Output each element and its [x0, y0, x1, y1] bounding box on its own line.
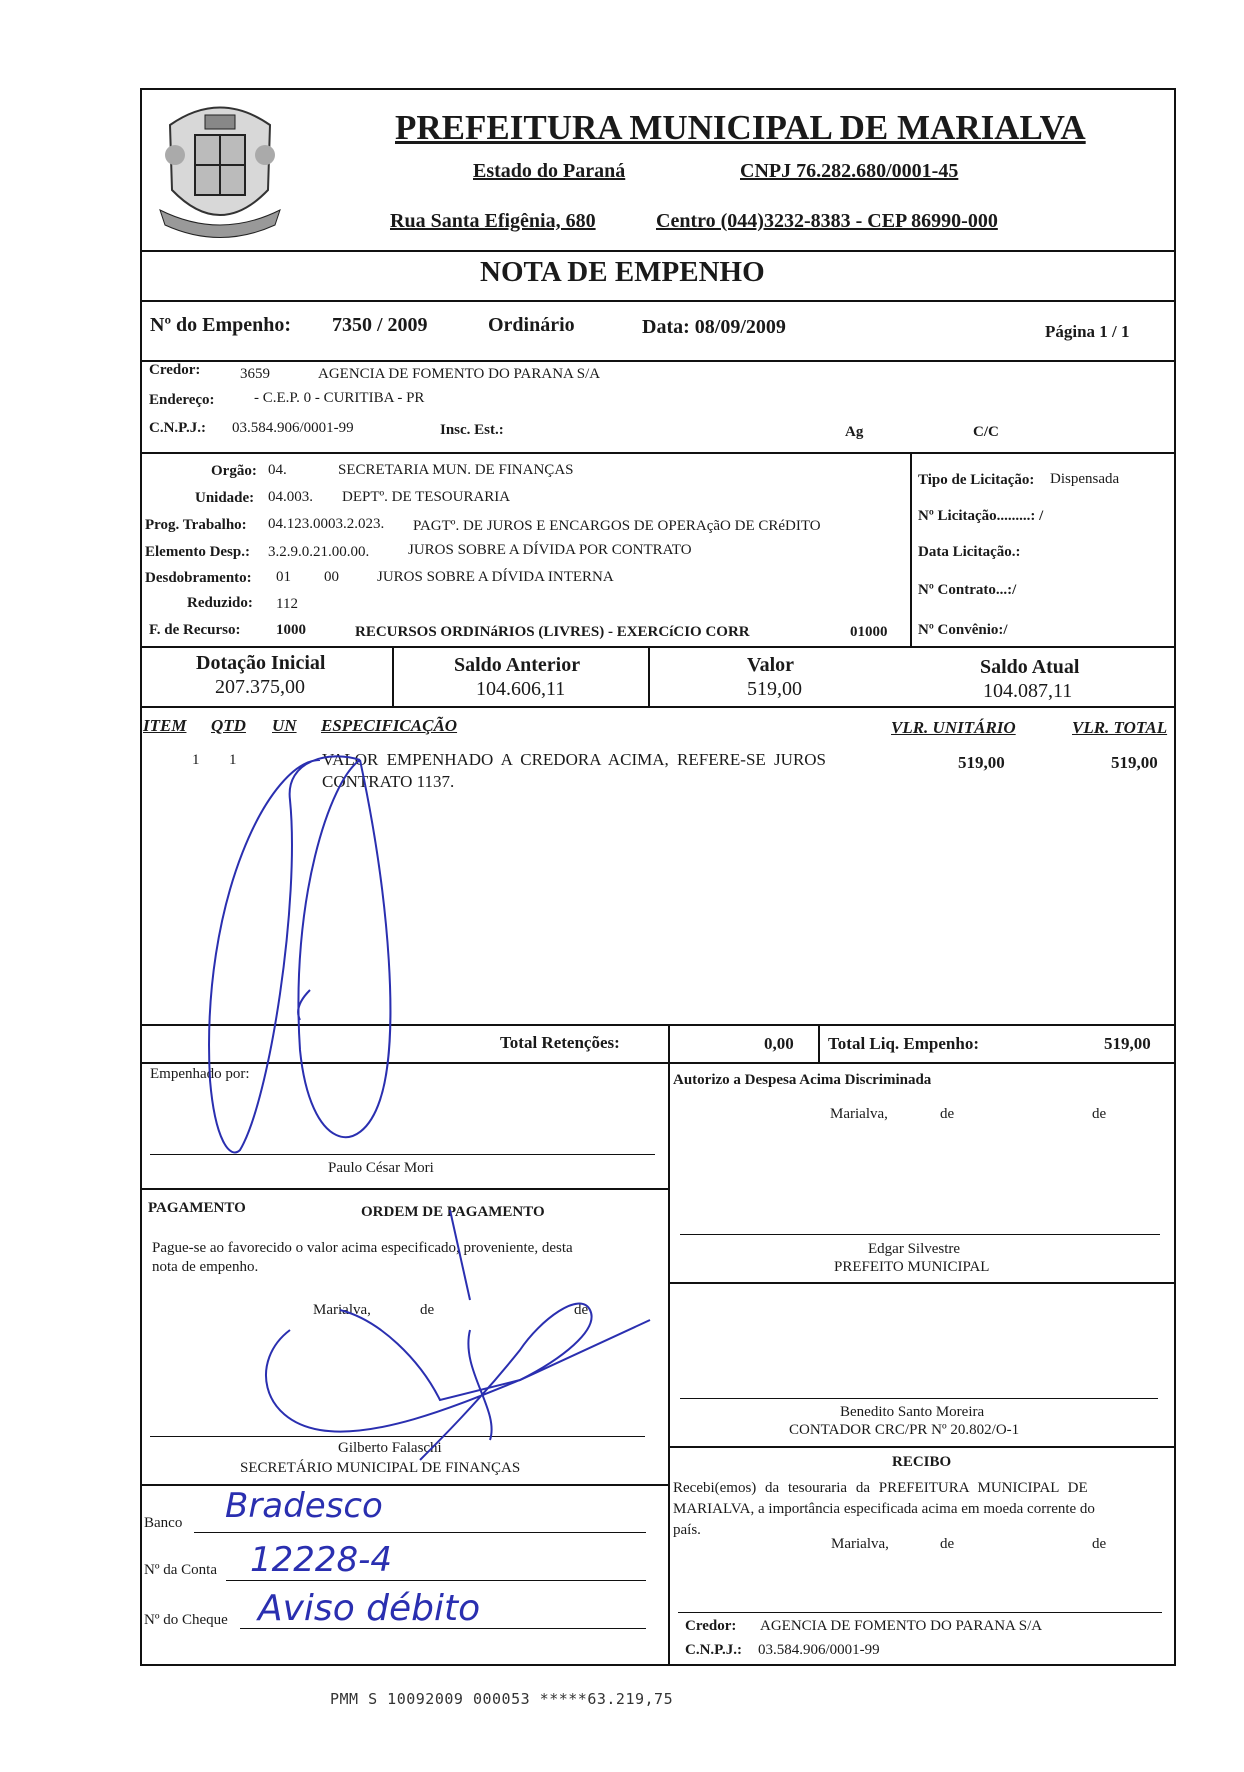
col-vlr-unitario: VLR. UNITÁRIO: [891, 718, 1016, 737]
header-address: Rua Santa Efigênia, 680: [390, 210, 596, 232]
autorizo-de2: de: [1092, 1106, 1107, 1122]
pagamento-role: SECRETÁRIO MUNICIPAL DE FINANÇAS: [240, 1460, 521, 1476]
doc-title: NOTA DE EMPENHO: [480, 256, 765, 288]
pagamento-text-2: nota de empenho.: [152, 1259, 259, 1275]
banco-value: Bradesco: [225, 1486, 383, 1526]
empenho-number: 7350 / 2009: [332, 314, 428, 336]
valor-label: Valor: [747, 654, 795, 676]
recibo-text-3: país.: [673, 1522, 701, 1538]
cheque-label: Nº do Cheque: [144, 1612, 228, 1628]
endereco-label: Endereço:: [149, 392, 215, 408]
saldo-atual-value: 104.087,11: [983, 680, 1073, 702]
row-item: 1: [192, 752, 200, 768]
autorizo-name: Edgar Silvestre: [868, 1241, 961, 1257]
saldo-anterior-label: Saldo Anterior: [454, 654, 581, 676]
header-state: Estado do Paraná: [473, 160, 626, 182]
contador-name: Benedito Santo Moreira: [840, 1404, 985, 1420]
valor-value: 519,00: [747, 678, 802, 700]
insc-label: Insc. Est.:: [440, 422, 504, 438]
retencoes-label: Total Retenções:: [500, 1033, 620, 1052]
orgao-value: SECRETARIA MUN. DE FINANÇAS: [338, 462, 574, 478]
recibo-cnpj-label: C.N.P.J.:: [685, 1642, 742, 1658]
orgao-label: Orgão:: [211, 463, 257, 479]
conta-label: Nº da Conta: [144, 1562, 217, 1578]
recibo-credor-label: Credor:: [685, 1618, 737, 1634]
row-description: VALOR EMPENHADO A CREDORA ACIMA, REFERE-SE JUROS: [322, 750, 827, 769]
unidade-value: DEPTº. DE TESOURARIA: [342, 489, 511, 505]
licitacao-tipo-label: Tipo de Licitação:: [918, 472, 1035, 488]
desdob-label: Desdobramento:: [145, 570, 252, 586]
pagamento-text: Pague-se ao favorecido o valor acima especificado, proveniente, desta: [152, 1240, 573, 1256]
licitacao-tipo: Dispensada: [1050, 471, 1120, 487]
dotacao-value: 207.375,00: [215, 676, 305, 698]
credor-code: 3659: [240, 366, 270, 382]
ordem-pagamento-label: ORDEM DE PAGAMENTO: [361, 1204, 545, 1220]
autorizo-label: Autorizo a Despesa Acima Discriminada: [673, 1072, 932, 1088]
credor-cnpj: 03.584.906/0001-99: [232, 420, 354, 436]
pagamento-city: Marialva,: [313, 1302, 371, 1318]
footer-stamp: PMM S 10092009 000053 *****63.219,75: [330, 1690, 674, 1708]
desdob-value: JUROS SOBRE A DÍVIDA INTERNA: [377, 569, 614, 585]
reduzido-value: 112: [276, 596, 298, 612]
credor-cnpj-label: C.N.P.J.:: [149, 420, 206, 436]
recurso-code: 1000: [276, 622, 306, 638]
recibo-cnpj: 03.584.906/0001-99: [758, 1642, 880, 1658]
page-title: PREFEITURA MUNICIPAL DE MARIALVA: [395, 108, 1086, 147]
recibo-text: Recebi(emos) da tesouraria da PREFEITURA MUNICIPAL DE: [673, 1480, 1088, 1496]
pagamento-name: Gilberto Falaschi: [338, 1440, 442, 1456]
elemento-label: Elemento Desp.:: [145, 544, 250, 560]
credor-name: AGENCIA DE FOMENTO DO PARANA S/A: [318, 366, 601, 382]
pagamento-label: PAGAMENTO: [148, 1200, 246, 1216]
autorizo-city: Marialva,: [830, 1106, 888, 1122]
empenhado-label: Empenhado por:: [150, 1066, 250, 1082]
recurso-sub: 01000: [850, 624, 888, 640]
contador-role: CONTADOR CRC/PR Nº 20.802/O-1: [789, 1422, 1020, 1438]
elemento-value: JUROS SOBRE A DÍVIDA POR CONTRATO: [408, 542, 692, 558]
orgao-code: 04.: [268, 462, 287, 478]
retencoes-value: 0,00: [764, 1034, 794, 1053]
recurso-label: F. de Recurso:: [149, 622, 241, 638]
header-cnpj: CNPJ 76.282.680/0001-45: [740, 160, 959, 182]
elemento-code: 3.2.9.0.21.00.00.: [268, 544, 370, 560]
row-qtd: 1: [229, 752, 237, 768]
saldo-atual-label: Saldo Atual: [980, 656, 1080, 678]
recurso-value: RECURSOS ORDINáRIOS (LIVRES) - EXERCíCIO CORR: [355, 624, 750, 640]
cheque-value: Aviso débito: [258, 1588, 481, 1629]
licitacao-numero: Nº Licitação.........: /: [918, 508, 1044, 524]
liquido-value: 519,00: [1104, 1034, 1151, 1053]
recibo-de1: de: [940, 1536, 955, 1552]
cc-label: C/C: [973, 424, 999, 440]
conta-value: 12228-4: [250, 1540, 393, 1580]
licitacao-data: Data Licitação.:: [918, 544, 1021, 560]
licitacao-convenio: Nº Convênio:/: [918, 622, 1008, 638]
col-un: UN: [272, 716, 297, 735]
prog-label: Prog. Trabalho:: [145, 517, 247, 533]
saldo-anterior-value: 104.606,11: [476, 678, 566, 700]
col-item: ITEM: [143, 716, 187, 735]
row-description-2: CONTRATO 1137.: [322, 772, 455, 791]
col-vlr-total: VLR. TOTAL: [1072, 718, 1168, 737]
dotacao-label: Dotação Inicial: [196, 652, 326, 674]
desdob-b: 00: [324, 569, 339, 585]
empenho-date: Data: 08/09/2009: [642, 316, 786, 338]
col-especificacao: ESPECIFICAÇÃO: [321, 716, 458, 735]
pagamento-de2: de: [574, 1302, 589, 1318]
desdob-a: 01: [276, 569, 291, 585]
row-total-value: 519,00: [1111, 753, 1158, 772]
ag-label: Ag: [845, 424, 864, 440]
empenho-label: Nº do Empenho:: [150, 314, 292, 336]
credor-label: Credor:: [149, 362, 201, 378]
unidade-label: Unidade:: [195, 490, 255, 506]
banco-label: Banco: [144, 1515, 183, 1531]
liquido-label: Total Liq. Empenho:: [828, 1034, 979, 1053]
recibo-text-2: MARIALVA, a importância especificada acima em moeda corrente do: [673, 1501, 1095, 1517]
recibo-de2: de: [1092, 1536, 1107, 1552]
pagamento-de1: de: [420, 1302, 435, 1318]
empenho-type: Ordinário: [488, 314, 575, 336]
recibo-title: RECIBO: [892, 1454, 952, 1470]
autorizo-de1: de: [940, 1106, 955, 1122]
col-qtd: QTD: [211, 716, 246, 735]
empenhado-name: Paulo César Mori: [328, 1160, 434, 1176]
endereco-value: - C.E.P. 0 - CURITIBA - PR: [254, 390, 425, 406]
prog-value: PAGTº. DE JUROS E ENCARGOS DE OPERAçãO DE CRéDITO: [413, 518, 821, 534]
page-number: Página 1 / 1: [1045, 322, 1130, 341]
recibo-city: Marialva,: [831, 1536, 889, 1552]
recibo-credor: AGENCIA DE FOMENTO DO PARANA S/A: [760, 1618, 1043, 1634]
licitacao-contrato: Nº Contrato...:/: [918, 582, 1017, 598]
reduzido-label: Reduzido:: [187, 595, 253, 611]
unidade-code: 04.003.: [268, 489, 313, 505]
row-unit-value: 519,00: [958, 753, 1005, 772]
prog-code: 04.123.0003.2.023.: [268, 516, 385, 532]
autorizo-role: PREFEITO MUNICIPAL: [834, 1259, 990, 1275]
header-contact: Centro (044)3232-8383 - CEP 86990-000: [656, 210, 998, 232]
